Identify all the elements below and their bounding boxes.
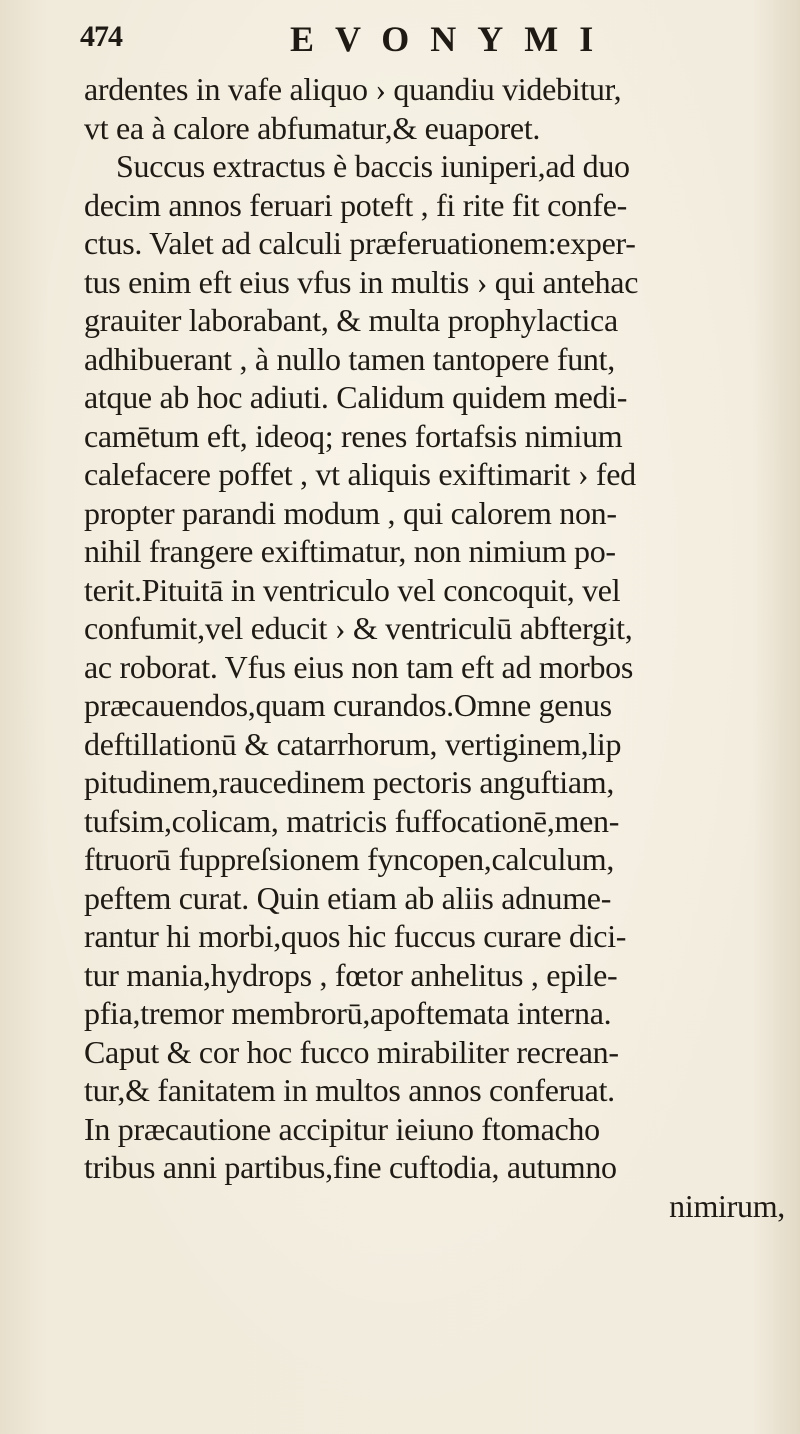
text-line: grauiter laborabant, & multa prophylactica	[84, 302, 618, 338]
text-line: calefacere poffet , vt aliquis exiftimarit › fed	[84, 456, 636, 492]
text-line: tribus anni partibus,fine cuftodia, autumno	[84, 1149, 617, 1185]
text-line: terit.Pituitā in ventriculo vel concoquit, vel	[84, 571, 621, 608]
text-line: confumit,vel educit › & ventriculū abftergit,	[84, 610, 633, 646]
text-line: tus enim eft eius vfus in multis › qui antehac	[84, 263, 639, 300]
text-line: tur,& fanitatem in multos annos conferuat.	[84, 1072, 615, 1108]
paragraph-start-line: Succus extractus è baccis iuniperi,ad duo	[116, 148, 630, 184]
text-line: ctus. Valet ad calculi præferuationem:exper-	[84, 225, 636, 261]
text-line: peftem curat. Quin etiam ab aliis adnume-	[84, 879, 612, 916]
text-line: propter parandi modum , qui calorem non-	[84, 494, 617, 531]
text-line: camētum eft, ideoq; renes fortafsis nimium	[84, 417, 623, 454]
text-line: adhibuerant , à nullo tamen tantopere funt,	[84, 340, 615, 377]
running-head: EVONYMI	[290, 19, 615, 59]
text-line: ftruorū fuppreſsionem fyncopen,calculum,	[84, 841, 615, 877]
text-line: decim annos feruari poteft , fi rite fit confe-	[84, 186, 627, 223]
text-line: pfia,tremor membrorū,apoftemata interna.	[84, 995, 612, 1031]
text-line: In præcautione accipitur ieiuno ftomacho	[84, 1110, 600, 1147]
text-line: pitudinem,raucedinem pectoris anguftiam,	[84, 764, 615, 800]
text-line: ac roborat. Vfus eius non tam eft ad morbos	[84, 648, 634, 685]
body-text	[84, 70, 789, 1225]
page-number: 474	[80, 20, 122, 53]
catchword-line: nimirum,	[669, 1187, 785, 1224]
text-line: præcauendos,quam curandos.Omne genus	[84, 687, 612, 723]
page-header	[80, 14, 780, 64]
text-line: rantur hi morbi,quos hic fuccus curare dici-	[84, 918, 627, 954]
text-line: atque ab hoc adiuti. Calidum quidem medi-	[84, 379, 628, 415]
text-line: tur mania,hydrops , fœtor anhelitus , epile-	[84, 956, 618, 993]
text-line: ardentes in vafe aliquo › quandiu videbitur,	[84, 71, 622, 107]
text-line: vt ea à calore abfumatur,& euaporet.	[84, 109, 541, 146]
text-line: deftillationū & catarrhorum, vertiginem,lip	[84, 725, 622, 762]
text-line: tufsim,colicam, matricis fuffocationē,men-	[84, 802, 620, 839]
text-line: nihil frangere exiftimatur, non nimium po-	[84, 533, 616, 569]
text-line: Caput & cor hoc fucco mirabiliter recrean-	[84, 1033, 619, 1070]
